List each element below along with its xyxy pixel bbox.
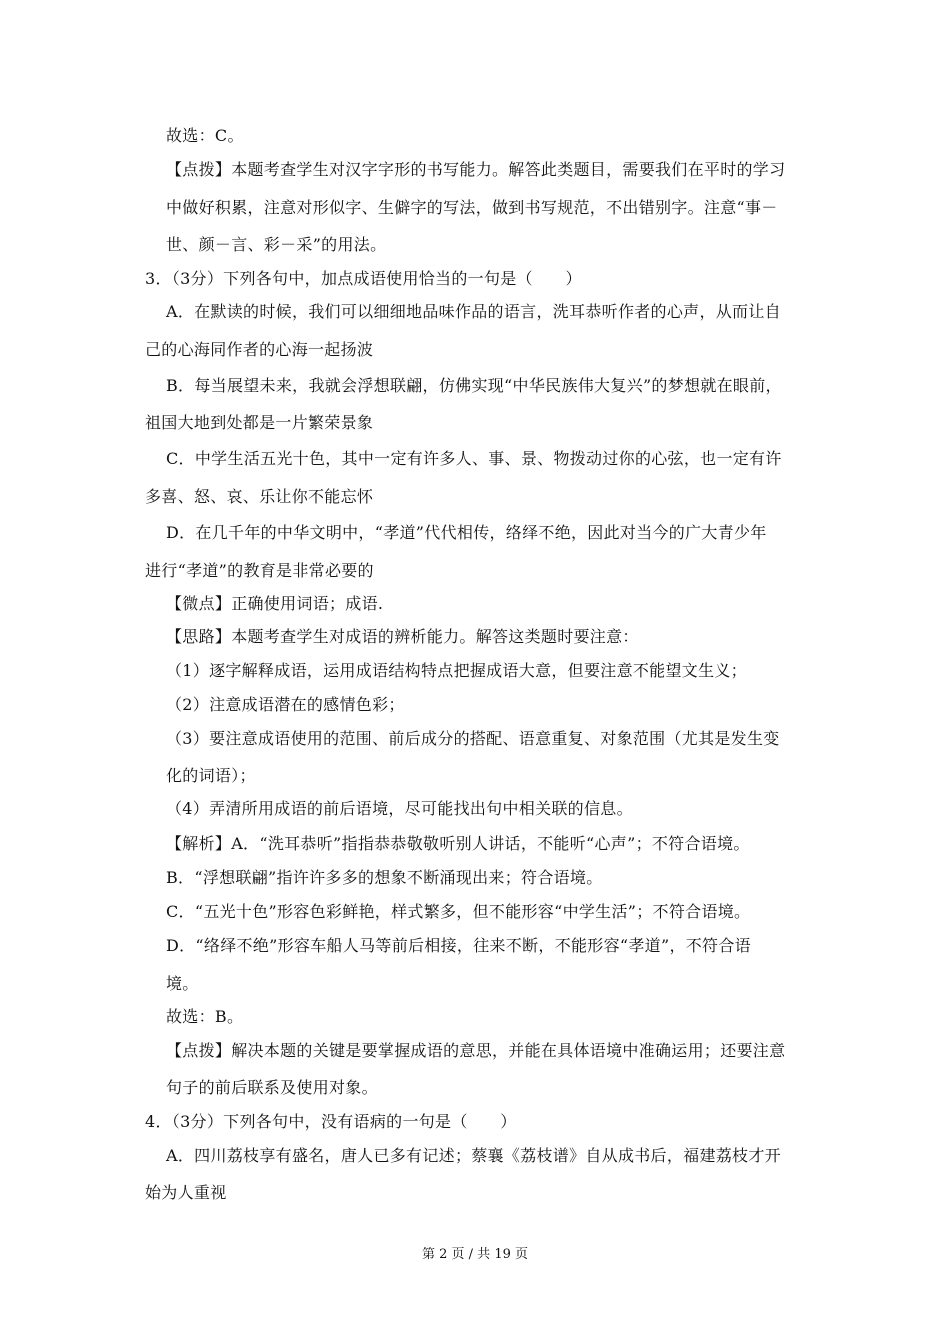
text-line: 始为人重视: [145, 1183, 227, 1202]
text-line: D．“络绎不绝”形容车船人马等前后相接，往来不断，不能形容“孝道”，不符合语: [166, 936, 751, 955]
text-line: （4）弄清所用成语的前后语境，尽可能找出句中相关联的信息。: [166, 799, 633, 818]
option-a: A．在默读的时候，我们可以细细地品味作品的语言，洗耳恭听作者的心声，从而让自: [166, 302, 781, 321]
text-line: 【微点】正确使用词语；成语.: [166, 594, 384, 613]
text-line: B．“浮想联翩”指许许多多的想象不断涌现出来；符合语境。: [166, 868, 603, 887]
text-line: 化的词语）；: [166, 766, 256, 785]
option-a: A．四川荔枝享有盛名，唐人已多有记述；蔡襄《荔枝谱》自从成书后，福建荔枝才开: [166, 1146, 781, 1165]
option-c: C．中学生活五光十色，其中一定有许多人、事、景、物拨动过你的心弦，也一定有许: [166, 449, 782, 468]
text-line: 祖国大地到处都是一片繁荣景象: [145, 413, 374, 432]
text-line: 进行“孝道”的教育是非常必要的: [145, 561, 374, 580]
option-b: B．每当展望未来，我就会浮想联翩，仿佛实现“中华民族伟大复兴”的梦想就在眼前，: [166, 376, 782, 395]
text-line: （1）逐字解释成语，运用成语结构特点把握成语大意，但要注意不能望文生义；: [166, 661, 747, 680]
text-line: 【点拨】本题考查学生对汉字字形的书写能力。解答此类题目，需要我们在平时的学习: [166, 160, 786, 179]
text-line: 境。: [166, 974, 199, 993]
text-line: 【解析】A．“洗耳恭听”指指恭恭敬敬听别人讲话，不能听“心声”；不符合语境。: [166, 834, 750, 853]
text-line: 己的心海同作者的心海一起扬波: [145, 340, 374, 359]
question-title: 3．（3分）下列各句中，加点成语使用恰当的一句是（ ）: [145, 269, 582, 288]
text-line: C．“五光十色”形容色彩鲜艳，样式繁多，但不能形容“中学生活”；不符合语境。: [166, 902, 751, 921]
question-title: 4．（3分）下列各句中，没有语病的一句是（ ）: [145, 1112, 517, 1131]
text-line: 【点拨】解决本题的关键是要掌握成语的意思，并能在具体语境中准确运用；还要注意: [166, 1041, 786, 1060]
page-number: 第 2 页 / 共 19 页: [422, 1247, 528, 1262]
text-line: 多喜、怒、哀、乐让你不能忘怀: [145, 487, 374, 506]
text-line: （2）注意成语潜在的感情色彩；: [166, 695, 405, 714]
text-line: 【思路】本题考查学生对成语的辨析能力。解答这类题时要注意：: [166, 627, 639, 646]
text-line: 世、颜－言、彩－采”的用法。: [166, 235, 387, 254]
text-line: 故选：C。: [166, 126, 244, 145]
option-d: D．在几千年的中华文明中，“孝道”代代相传，络绎不绝，因此对当今的广大青少年: [166, 523, 767, 542]
text-line: 中做好积累，注意对形似字、生僻字的写法，做到书写规范，不出错别字。注意“事－: [166, 198, 778, 217]
text-line: （3）要注意成语使用的范围、前后成分的搭配、语意重复、对象范围（尤其是发生变: [166, 729, 780, 748]
text-line: 句子的前后联系及使用对象。: [166, 1078, 378, 1097]
text-line: 故选：B。: [166, 1007, 244, 1026]
